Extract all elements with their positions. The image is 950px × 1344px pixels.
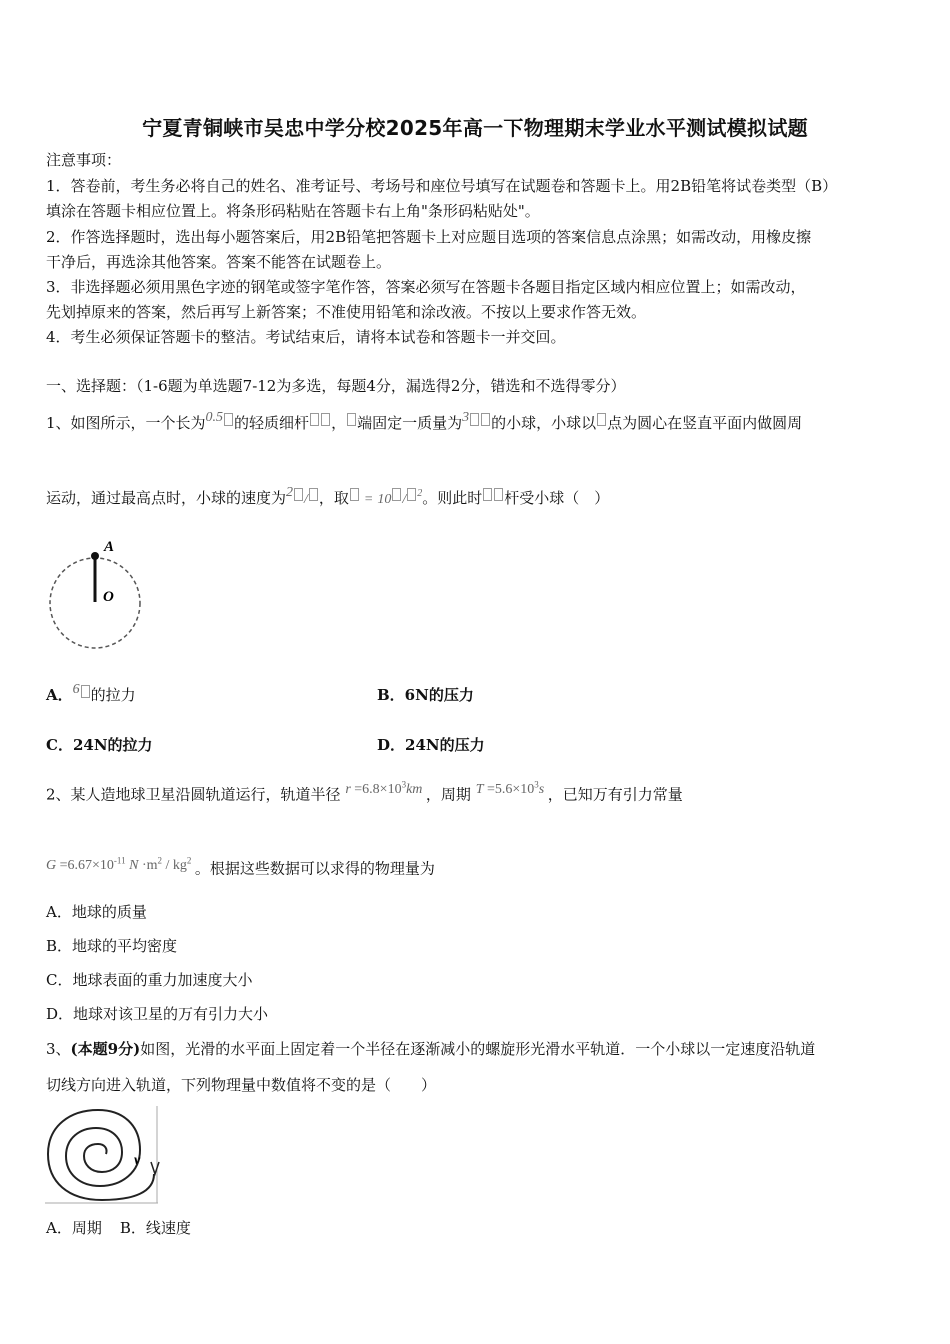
math-value: =6.67×10 [59,857,114,873]
math-unit: N [129,857,139,873]
notes-item-1a: 1．答卷前，考生务必将自己的姓名、准考证号、考场号和座位号填写在试题卷和答题卡上。用2B铅笔将试卷类型（B） [46,177,838,195]
q2-line-1 [46,781,683,807]
q1-text: ， [331,414,347,432]
math-exp: -11 [113,855,126,865]
q1-math-slash: / [402,492,407,507]
q3-option-b[interactable]: B．线速度 [119,1219,191,1237]
math-unit: s [538,781,545,797]
q1-math-speed: 2 [286,485,294,500]
q2-math-g [46,855,195,873]
q3-line-2: 切线方向进入轨道，下列物理量中数值将不变的是（ ） [46,1076,437,1094]
q2-option-c[interactable]: C．地球表面的重力加速度大小 [46,971,253,989]
missing-glyph-icon [481,413,490,426]
missing-glyph-icon [407,488,416,501]
q1-text: 杆受小球（ ） [504,489,610,507]
option-label: A． [46,686,73,704]
q3-score: (本题9分) [70,1040,141,1058]
q3-text: 3、 [46,1040,71,1058]
q1-text: 1、如图所示，一个长为 [46,414,206,432]
q1-math-slash: / [304,492,308,507]
q1-text: 端固定一质量为 [357,414,463,432]
q1-text: 。则此时 [422,489,483,507]
q1-option-a-text: 的拉力 [90,686,136,704]
q1-text: 点为圆心在竖直平面内做圆周 [607,414,803,432]
missing-glyph-icon [347,413,356,426]
math-exp: 3 [401,779,407,789]
notes-item-3a: 3．非选择题必须用黑色字迹的钢笔或签字笔作答，答案必须写在答题卡各题目指定区域内相应位置上；如需改动， [46,278,806,296]
q1-line-1 [46,410,803,435]
notes-item-2a: 2．作答选择题时，选出每小题答案后，用2B铅笔把答题卡上对应题目选项的答案信息点涂黑；如需改动，用橡皮擦 [46,228,812,246]
q1-text: 的小球，小球以 [491,414,597,432]
q3-options [46,1218,191,1238]
label-v: v [134,1153,141,1168]
q1-option-a-value: 6 [72,682,80,697]
q1-text: 的轻质细杆 [234,414,310,432]
q2-math-radius [345,779,426,797]
q1-text: ，取 [318,489,349,507]
q1-math-length: 0.5 [205,410,224,425]
notes-heading: 注意事项： [46,151,122,169]
math-symbol: r [345,781,351,797]
missing-glyph-icon [294,488,303,501]
q2-option-b[interactable]: B．地球的平均密度 [46,937,178,955]
math-unit: / kg [165,857,187,873]
q1-line-2 [46,485,610,511]
missing-glyph-icon [321,413,330,426]
q3-option-a[interactable]: A．周期 [46,1219,102,1237]
q2-text: ，已知万有引力常量 [547,785,683,804]
q1-math-eq: = [363,492,374,507]
notes-item-4: 4．考生必须保证答题卡的整洁。考试结束后，请将本试卷和答题卡一并交回。 [46,328,566,346]
notes-item-2b: 干净后，再选涂其他答案。答案不能答在试题卷上。 [46,253,392,271]
missing-glyph-icon [470,413,479,426]
math-exp: 2 [157,855,162,865]
q2-line-2 [46,855,435,881]
q3-line-1 [46,1039,815,1059]
missing-glyph-icon [224,413,233,426]
math-symbol: G [46,857,57,873]
math-exp: 2 [186,855,192,865]
math-value: =5.6×10 [487,781,535,797]
q1-option-b[interactable]: B．6N的压力 [377,686,474,704]
math-unit: ·m [141,857,158,873]
missing-glyph-icon [81,685,90,698]
q1-option-a[interactable] [46,682,136,707]
q1-math-mass: 3 [462,410,470,425]
missing-glyph-icon [483,488,492,501]
missing-glyph-icon [309,488,318,501]
q1-option-d[interactable]: D．24N的压力 [377,736,485,754]
missing-glyph-icon [310,413,319,426]
q2-math-period [475,779,548,797]
q1-option-c[interactable]: C．24N的拉力 [46,736,153,754]
label-a: A [104,539,115,555]
q1-text: 运动，通过最高点时，小球的速度为 [46,489,287,507]
missing-glyph-icon [350,488,359,501]
label-o: O [103,589,114,605]
missing-glyph-icon [392,488,401,501]
section-heading: 一、选择题：（1-6题为单选题7-12为多选，每题4分，漏选得2分，错选和不选得零分） [46,377,626,395]
q1-math-g: 10 [377,492,392,507]
q2-text: 。根据这些数据可以求得的物理量为 [194,859,435,878]
q3-spiral-figure [44,1104,160,1204]
page-title: 宁夏青铜峡市吴忠中学分校2025年高一下物理期末学业水平测试模拟试题 [142,116,808,140]
math-unit: km [406,781,423,797]
missing-glyph-icon [494,488,503,501]
notes-item-3b: 先划掉原来的答案，然后再写上新答案；不准使用铅笔和涂改液。不按以上要求作答无效。 [46,303,647,321]
arrow-icon [151,1162,159,1174]
math-value: =6.8×10 [354,781,402,797]
q1-circle-figure [44,533,154,663]
q3-text: 如图，光滑的水平面上固定着一个半径在逐渐减小的螺旋形光滑水平轨道．一个小球以一定速度沿轨道 [140,1040,816,1058]
q2-option-d[interactable]: D．地球对该卫星的万有引力大小 [46,1005,269,1023]
q1-math-exp: 2 [417,488,423,499]
ball-dot [91,552,99,560]
math-exp: 3 [534,779,539,789]
missing-glyph-icon [597,413,606,426]
math-symbol: T [475,781,484,797]
q2-text: ，周期 [425,785,471,804]
q2-text: 2、某人造地球卫星沿圆轨道运行，轨道半径 [46,785,341,804]
q2-option-a[interactable]: A．地球的质量 [46,903,147,921]
notes-item-1b: 填涂在答题卡相应位置上。将条形码粘贴在答题卡右上角"条形码粘贴处"。 [46,202,540,220]
